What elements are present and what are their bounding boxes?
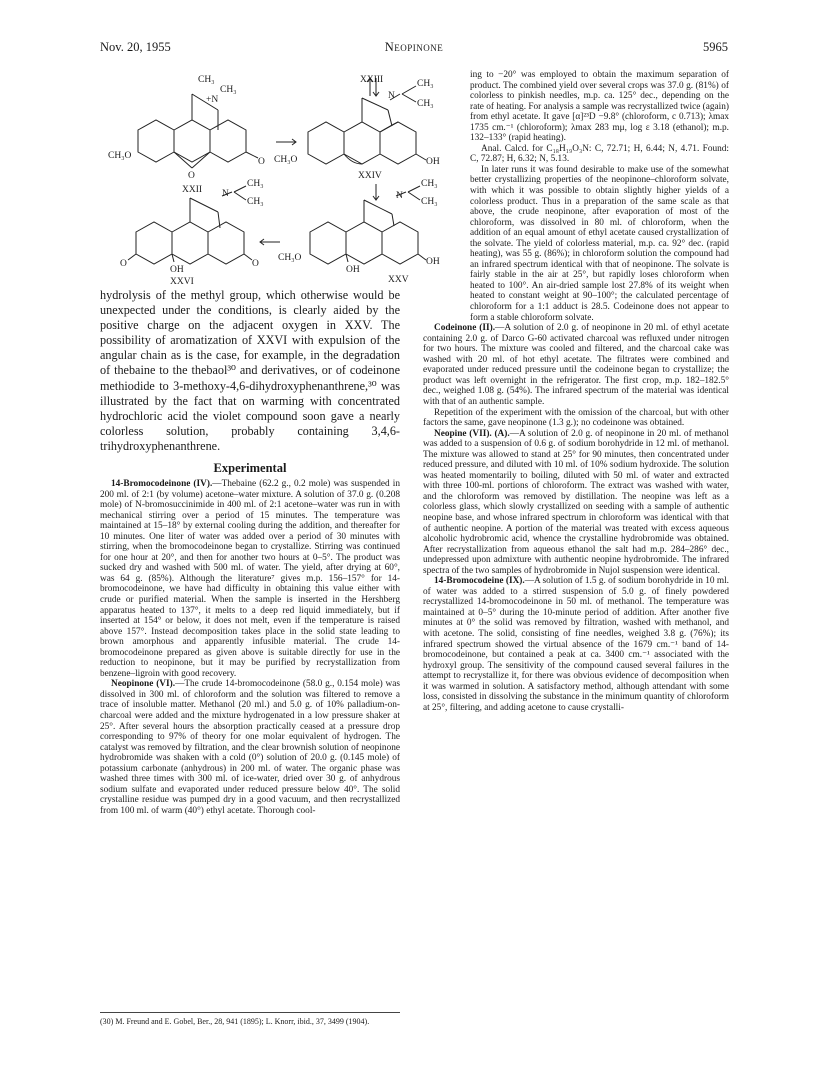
heading-neopinone: Neopinone (VI).	[111, 679, 176, 690]
heading-bromocodeine: 14-Bromocodeine (IX).	[434, 576, 525, 587]
experimental-heading: Experimental	[213, 461, 287, 475]
issue-date: Nov. 20, 1955	[100, 40, 171, 54]
heading-codeinone: Codeinone (II).	[434, 323, 496, 334]
running-title: Neopinone	[384, 40, 444, 54]
right-top-block	[423, 70, 729, 323]
label-xxv: XXV	[388, 275, 409, 284]
xxii-o2: O	[258, 157, 265, 167]
xxiii-n: N	[388, 91, 395, 101]
running-header	[100, 40, 728, 60]
para-neopine	[423, 429, 729, 577]
xxv-oh: OH	[346, 265, 360, 275]
structure-xxvi	[128, 186, 252, 264]
xxvi-o: O	[120, 259, 127, 269]
label-xxii: XXII	[182, 185, 203, 195]
xxv-ch3a: CH₃	[421, 179, 438, 189]
structure-xxii	[138, 94, 258, 168]
xxvi-oh: OH	[170, 265, 184, 275]
xxvi-ch3a: CH₃	[247, 179, 264, 189]
heading-bromocodeinone: 14-Bromocodeinone (IV).	[111, 479, 213, 489]
xxv-oh2: OH	[426, 257, 440, 267]
para-neopinone	[100, 679, 400, 816]
para-codeinone	[423, 323, 729, 407]
text-neopinone: —The crude 14-bromocodeinone (58.0 g., 0.154 mole) was dissolved in 300 ml. of chloroform and the solution was filtered to remove a trace of insoluble matter. Methanol (20 ml.) and 5.0 g. of 10% palladium-on-charcoal were added and the mixture hydrogenated in a low pressure shaker at 25°. After several hours the absorption practically ceased at a pressure drop corresponding to 97% of theory for one molar equivalent of hydrogen. The catalyst was removed by filtration, and the clear brownish solution of neopinone hydrobromide was shaken with a cold (0°) solution of 20.0 g. (0.145 mole) of potassium carbonate (anhydrous) in 200 ml. of water. The organic phase was washed three times with 300 ml. of ice-water, dried over 30 g. of anhydrous sodium sulfate and evaporated under reduced pressure below 40°. The solid crystalline residue was pumped dry in a good vacuum, and then recrystallized from 100 ml. of warm (40°) ethyl acetate. Thorough cool-	[100, 679, 400, 816]
xxiv-ch3o: CH₃O	[274, 155, 298, 165]
xxii-o: O	[188, 171, 195, 181]
analysis-text: Anal. Calcd. for C₁₈H₁₉O₃N: C, 72.71; H, 6.44; N, 4.71. Found: C, 72.87; H, 6.32; N, 5.13.	[470, 143, 729, 165]
text-bromocodeine: —A solution of 1.5 g. of sodium borohydride in 10 ml. of water was added to a stirred suspension of 5.0 g. of finely powdered recrystallized 14-bromocodeinone in 50 ml. of methanol. The temperature was maintained at 0–5° during the 10-minute period of addition. After another five minutes at 0° the solid was removed by filtration, washed with methanol, and with acetone. The solid, consisting of fine needles, weighed 3.8 g. (76%); its infrared spectrum showed the virtual absence of the 1679 cm.⁻¹ band of 14-bromocodeinone, but contained a peak at ca. 3400 cm.⁻¹ associated with the hydroxyl group. The sensitivity of the compound caused several failures in the attempt to recrystallize it, for there was obvious evidence of decomposition when it was warmed in solution. A satisfactory method, although attendant with some loss, consisted in dissolving the substance in the minimum quantity of chloroform at 25°, filtering, and adding acetone to cause crystalli-	[423, 576, 729, 713]
xxii-ch3o: CH₃O	[108, 151, 132, 161]
xxv-ch3b: CH₃	[421, 197, 438, 207]
xxvi-o2: O	[252, 259, 259, 269]
structure-xxv	[310, 186, 426, 264]
page-number: 5965	[703, 40, 728, 54]
xxvi-n: N	[222, 189, 229, 199]
continuation-text: ing to −20° was employed to obtain the maximum separation of product. The combined yield over several crops was 37.0 g. (81%) of colorless to pinkish needles, m.p. ca. 125° dec., depending on the rate of heating. For analysis a sample was recrystallized twice (again) from ethyl acetate. It gave [α]²³D −9.8° (chloroform, c 0.713); λmax 1735 cm.⁻¹ (chloroform); λmax 283 mμ, log ε 3.18 (ethanol); m.p. 132–133° (rapid heating).	[470, 70, 729, 144]
label-xxiii: XXIII	[360, 75, 384, 85]
label-xxvi: XXVI	[170, 277, 194, 284]
structure-xxiv	[308, 98, 426, 164]
xxii-n-plus: +N	[206, 95, 219, 105]
heading-neopine: Neopine (VII). (A).	[434, 428, 510, 439]
right-column	[423, 70, 729, 713]
later-runs-text: In later runs it was found desirable to make use of the somewhat better crystallizing properties of the neopinone–chloroform solvate, with which it was possible to obtain slightly higher yields of a colorless product. Thus in a preparation of the same scale as that above, the crude neopinone, after evaporation of most of the chloroform, was dissolved in 80 ml. of chloroform, when the addition of an equal amount of ethyl acetate caused crystallization of the solvate. The yield of colorless material, m.p. ca. 92° dec. (rapid heating), was 55 g. (86%); in chloroform solution the compound had an infrared spectrum identical with that of neopinone. The solvate is fairly stable in the air at 25°, but rapidly loses chloroform when heated to 100°. An air-dried sample lost 27.8% of its weight when heated to constant weight at 90–100°; the calculated percentage of chloroform for a 1:1 adduct is 28.5. Codeinone does not appear to form a stable chloroform solvate.	[470, 164, 729, 323]
text-bromocodeinone: —Thebaine (62.2 g., 0.2 mole) was suspended in 200 ml. of 2:1 (by volume) acetone–water mixture. A solution of 37.0 g. (0.208 mole) of N-bromosuccinimide in 400 ml. of 2:1 acetone–water was run in with mechanical stirring over a period of 15 minutes. The temperature was maintained at 15–18° by external cooling during the addition, and thereafter for 10 minutes. One liter of water was added over a period of 30 minutes with stirring, when the bromocodeinone began to crystallize. Stirring was continued for one hour at 20°, and then for another two hours at 0–5°. The product was sucked dry and washed with 500 ml. of water. The yield, after drying at 60°, was 64 g. (85%). Although the literature⁷ gives m.p. 156–157° for 14-bromocodeinone, we have had difficulty in obtaining this value either with crude or purified material. When the sample is inserted in the Hershberg apparatus heated to 137°, it melts to a deep red liquid immediately, but if inserted at 154° or below, it does not melt, even if the temperature is raised above 157°. Instead decomposition takes place in the solid state leading to brown amorphous and apparently infusible material. The crude 14-bromocodeinone prepared as given above is suitable directly for use in the reduction to neopinone, but it may be purified by recrystallization from benzene–ligroin with good recovery.	[100, 479, 400, 679]
label-xxiv: XXIV	[358, 171, 382, 181]
para-bromocodeine	[423, 576, 729, 713]
xxvi-ch3b: CH₃	[247, 197, 264, 207]
text-codeinone: —A solution of 2.0 g. of neopinone in 20 ml. of ethyl acetate containing 2.0 g. of Darco G-60 activated charcoal was refluxed under nitrogen for two hours. The mixture was cooled and filtered, and the charcoal cake was washed with 20 ml. of hot ethyl acetate. The filtrates were combined and evaporated under reduced pressure until the codeinone began to crystallize; the product was left overnight in the refrigerator. The first crop, m.p. 182–182.5° dec., weighed 1.08 g. (54%). The infrared spectrum of the material was identical with that of an authentic sample.	[423, 323, 729, 407]
reaction-scheme	[108, 74, 468, 284]
xxii-ch3: CH₃	[198, 75, 215, 85]
para-bromocodeinone	[100, 479, 400, 679]
repetition-text: Repetition of the experiment with the omission of the charcoal, but with other factors the same, gave neopinone (1.3 g.); no codeinone was obtained.	[423, 407, 729, 429]
xxiv-oh: OH	[426, 157, 440, 167]
discussion-paragraph	[100, 288, 400, 454]
xxiii-ch3b: CH₃	[417, 99, 434, 109]
xxiii-ch3a: CH₃	[417, 79, 434, 89]
large-paragraph-text: hydrolysis of the methyl group, which otherwise would be unexpected under the conditions, is clearly aided by the positive charge on the adjacent oxygen in XXV. The possibility of aromatization of XXVI with expulsion of the angular chain as is the case, for example, in the degradation of thebaine to the thebaol³⁰ and derivatives, or of codeinone methiodide to 3-methoxy-4,6-dihydroxyphenanthrene,³⁰ was illustrated by the fact that on warming with concentrated hydrochloric acid the violet compound soon gave a nearly colorless solution, probably containing 3,4,6-trihydroxyphenanthrene.	[100, 288, 400, 453]
text-neopine: —A solution of 2.0 g. of neopinone in 20 ml. of methanol was added to a suspension of 0.6 g. of sodium borohydride in 12 ml. of methanol. The mixture was allowed to stand at 25° for 90 minutes, then concentrated under reduced pressure, and diluted with 10 ml. of 10% sodium hydroxide. The solution was heated momentarily to boiling, diluted with 50 ml. of water and extracted with three 100-ml. portions of chloroform. The extract was washed with water, and the chloroform was removed by distillation. The neopine was left as a colorless glass, which slowly crystallized on seeding with a sample of authentic neopine base, and whose infrared spectrum in chloroform was identical with that of authentic neopine. A portion of the material was treated with excess aqueous alcoholic hydrobromic acid, whence the crystalline hydrobromide was obtained. After recrystallization from aqueous ethanol the salt had m.p. 284–286° dec., undepressed upon admixture with authentic neopine hydrobromide. The infrared spectra of the two samples of hydrobromide in Nujol suspension were identical.	[423, 428, 729, 576]
footnote	[100, 1012, 400, 1027]
left-column	[100, 479, 400, 817]
xxv-n: N	[396, 191, 403, 201]
xxv-ch3o-plus: CH₃O	[278, 253, 302, 263]
footnote-text: (30) M. Freund and E. Gobel, Ber., 28, 941 (1895); L. Knorr, ibid., 37, 3499 (1904).	[100, 1017, 370, 1026]
xxii-ch3-b: CH₃	[220, 85, 237, 95]
